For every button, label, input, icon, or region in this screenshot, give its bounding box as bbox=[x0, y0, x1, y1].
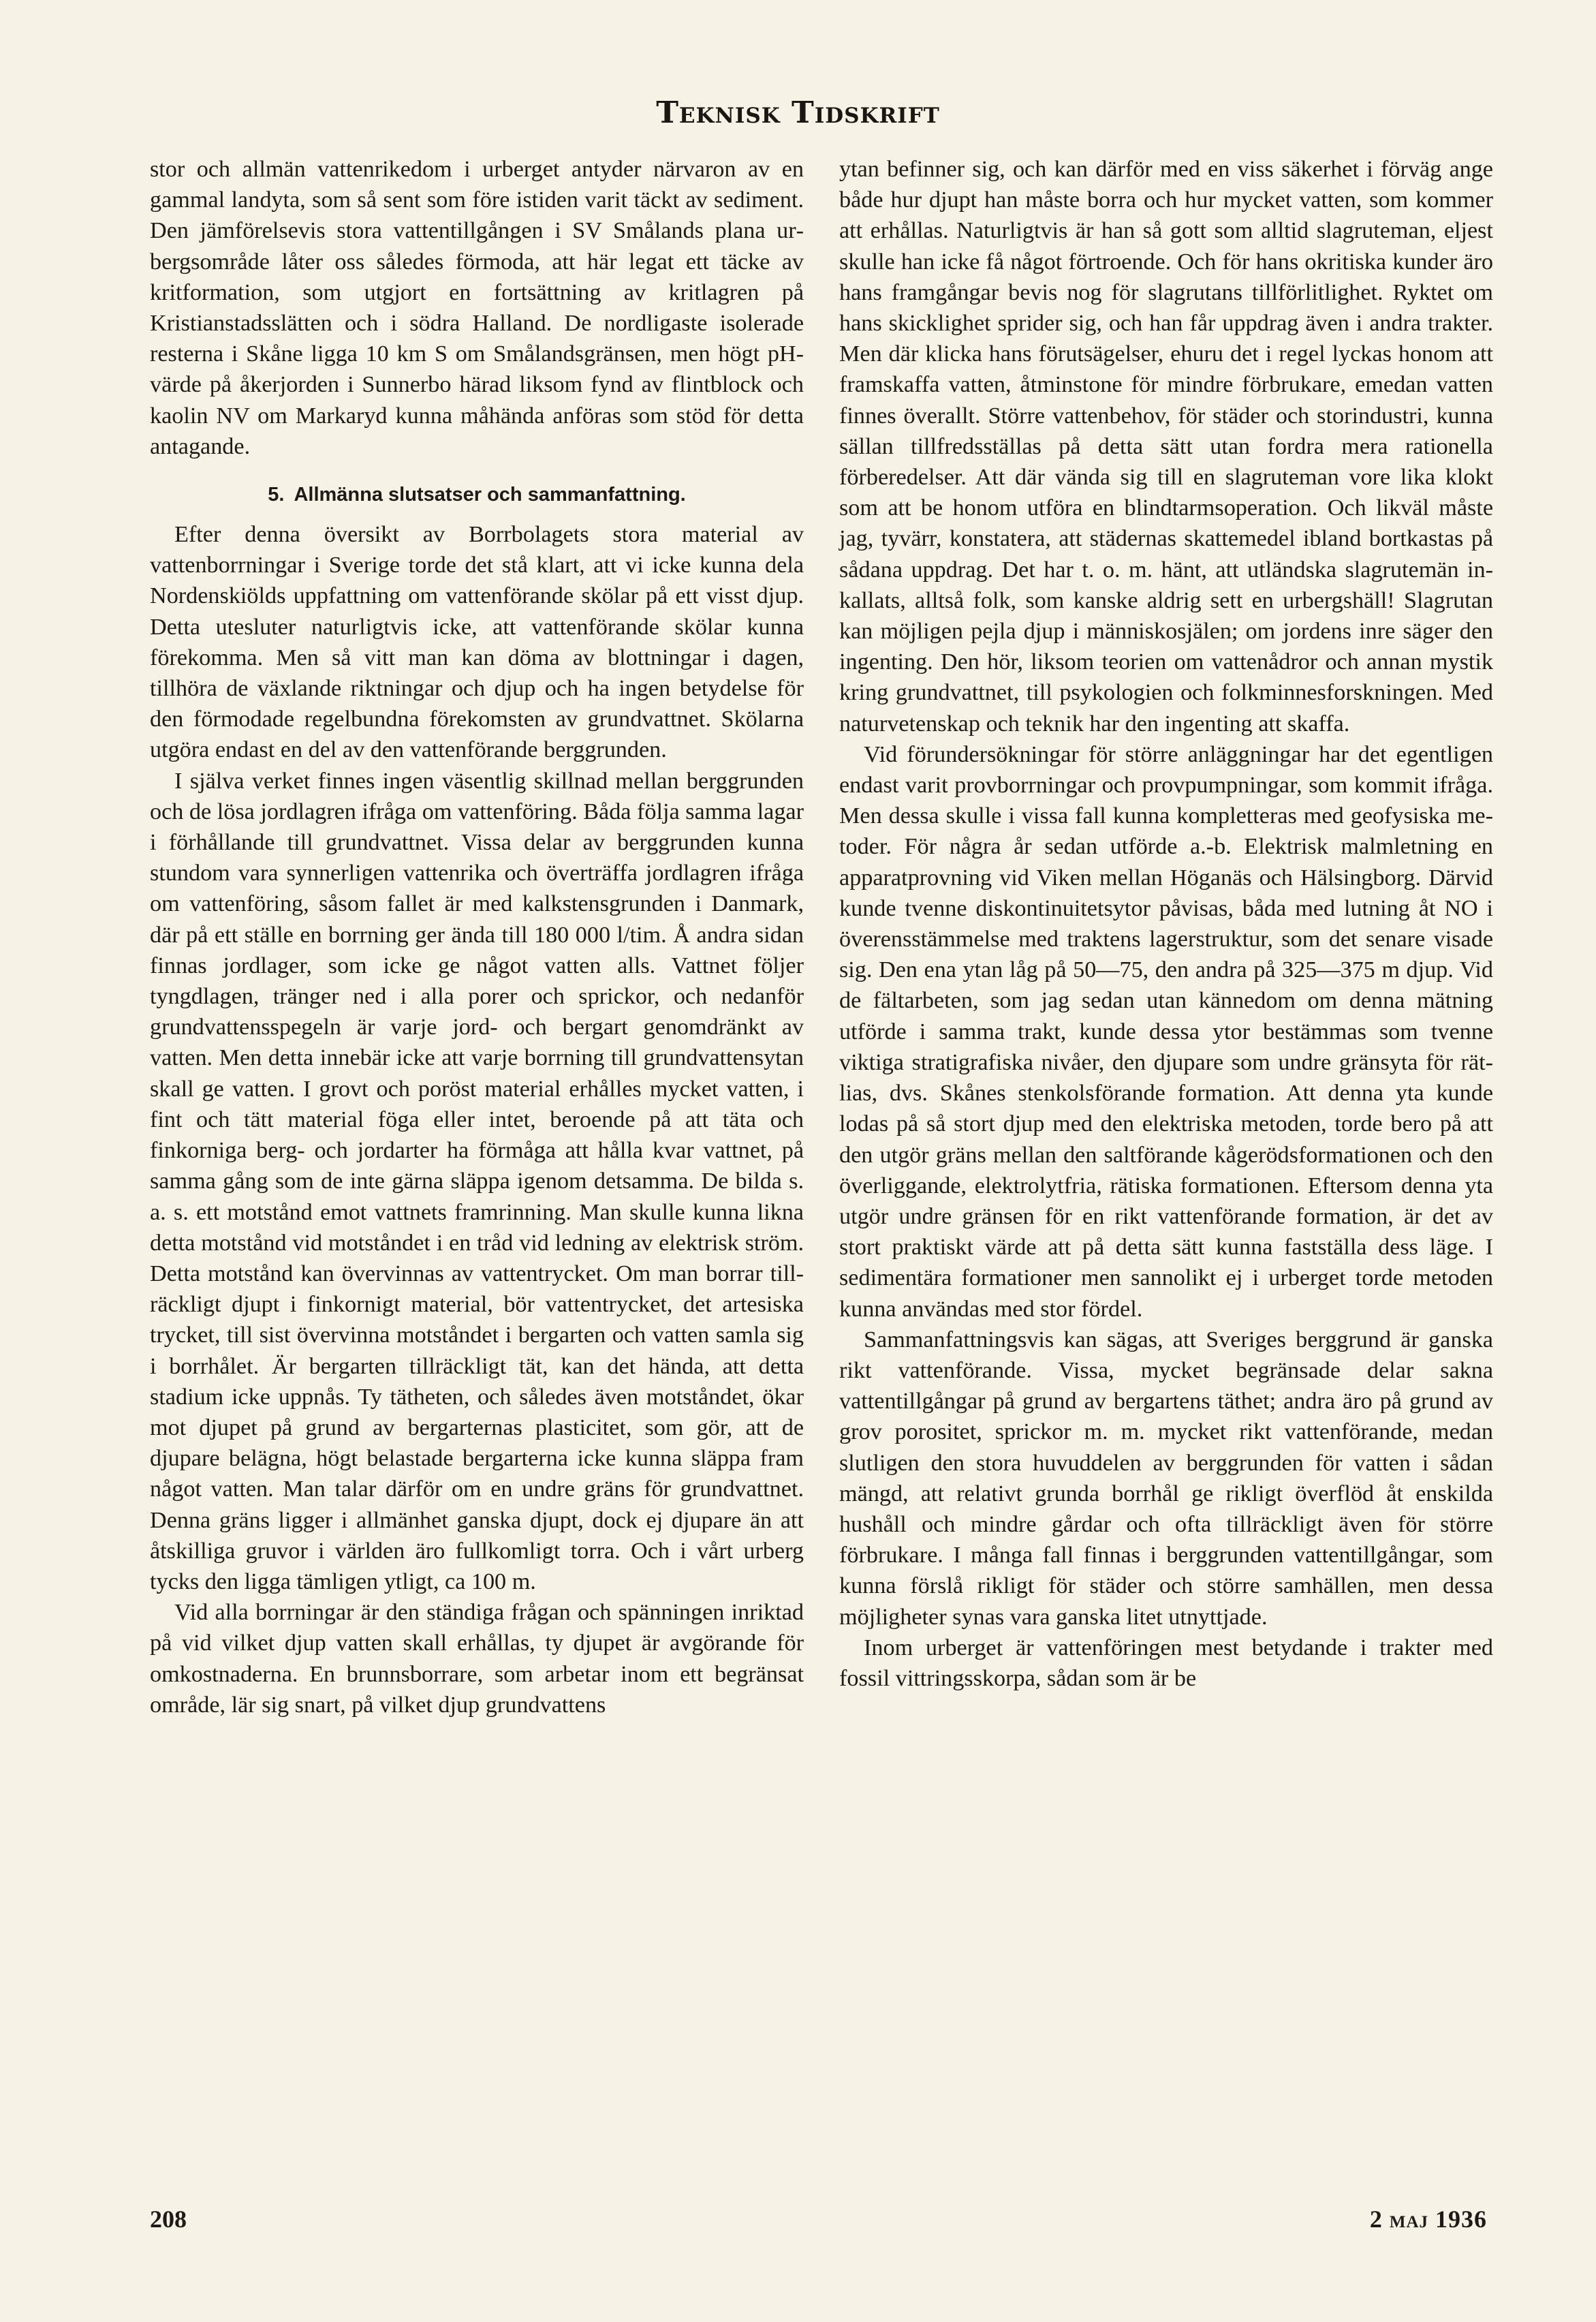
section-title: Allmänna slutsatser och sammanfattning. bbox=[294, 484, 686, 506]
right-column bbox=[839, 154, 1493, 1694]
left-column bbox=[150, 154, 804, 1720]
left-paragraph-4: Vid alla borrningar är den ständiga frågan och spänningen inriktad på vid vilket djup vatten skall erhållas, ty djupet är avgörande för omkostnaderna. En brunnsborrare, som arbetar inom ett begränsat område, lär sig snart, på vilket djup grundvattens bbox=[150, 1600, 804, 1718]
right-paragraph-3: Sammanfattningsvis kan sägas, att Sveriges berggrund är ganska rikt vattenförande. Vissa, mycket begränsade delar sakna vattentillgångar på grund av bergartens täthet; andra äro på grund av grov porositet, sprickor m. m. mycket rikt vattenförande, medan slutligen den stora huvuddelen av berggrunden för vatten i sådan mängd, att relativt grunda borrhål ge rikligt överflöd åt enskilda hushåll och mindre gårdar och ofta tillräckligt även för större förbrukare. I många fall finnas i berggrunden vattentillgångar, som kunna förslå rikligt för städer och större samhällen, men dessa möjligheter synas vara ganska litet utnyttjade. bbox=[839, 1327, 1493, 1630]
right-paragraph-1: ytan befinner sig, och kan därför med en viss säkerhet i förväg ange både hur djupt han måste borra och hur mycket vatten, som kommer att erhållas. Naturligtvis är han så gott som alltid slagruteman, eljest skulle han icke få något förtroende. Och för hans okritiska kunder äro hans framgångar bevis nog för slagrutans tillförlitlighet. Ryktet om hans skicklighet sprider sig, och han får uppdrag även i andra trakter. Men där klicka hans förutsägelser, ehuru det i regel lyckas honom att framskaffa vatten, åtminstone för mindre förbrukare, emedan vatten finnes överallt. Större vattenbehov, för städer och storindustri, kunna sällan tillfredsställas på detta sätt utan fordra mera rationella förberedelser. Att där vända sig till en slagruteman vore lika klokt som att be honom utföra en blindtarmsoperation. Och likväl måste jag, tyvärr, konstatera, att städernas skattemedel ibland bortkastas på sådana uppdrag. Det har t. o. m. hänt, att utländska slagrutemän inkallats, alltså folk, som kanske aldrig sett en urbergshäll! Slagrutan kan möjligen pejla djup i människosjälen; om jordens inre säger den ingenting. Den hör, liksom teorien om vattenådror och annan mystik kring grundvattnet, till psykologien och folkminnesforskningen. Med naturvetenskap och teknik har den ingenting att skaffa. bbox=[839, 157, 1493, 737]
issue-date bbox=[1370, 2205, 1487, 2233]
section-number: 5. bbox=[268, 484, 285, 506]
section-heading bbox=[150, 482, 804, 507]
right-paragraph-2: Vid förundersökningar för större anläggningar har det egentligen endast varit provborrningar och provpumpningar, som kommit ifråga. Men dessa skulle i vissa fall kunna kompletteras med geofysiska metoder. För några år sedan utförde a.-b. Elektrisk malmletning en apparatprovning vid Viken mellan Höganäs och Hälsingborg. Därvid kunde tvenne diskontinuitetsytor påvisas, båda med lutning åt NO i överensstämmelse med traktens lagerstruktur, som det senare visade sig. Den ena ytan låg på 50—75, den andra på 325—375 m djup. Vid de fältarbeten, som jag sedan utan kännedom om denna mätning utförde i samma trakt, kunde dessa ytor bestämmas som tvenne viktiga stratigrafiska nivåer, den djupare som undre gränsyta för rät-lias, dvs. Skånes stenkolsförande formation. Att denna yta kunde lodas på så stort djup med den elektriska metoden, torde bero på att den utgör gräns mellan den saltförande kågerödsformationen och den överliggande, elektrolytfria, rätiska formationen. Eftersom denna yta utgör undre gränsen för en rikt vattenförande formation, är det av stort praktiskt värde att på detta sätt kunna fastställa dess läge. I sedimentära formationer men sannolikt ej i urberget torde metoden kunna användas med stor fördel. bbox=[839, 741, 1493, 1322]
left-paragraph-2: Efter denna översikt av Borrbolagets stora material av vattenborrningar i Sverige torde det stå klart, att vi icke kunna dela Nordenskiölds uppfattning om vattenförande skölar på ett visst djup. Detta utesluter naturligtvis icke, att vattenförande skölar kunna förekomma. Men så vitt man kan döma av blottningar i dagen, tillhöra de växlande riktningar och djup och ha ingen betydelse för den förmodade regelbundna förekomsten av grundvattnet. Skölarna utgöra endast en del av den vattenförande berggrunden. bbox=[150, 522, 804, 763]
page-number: 208 bbox=[150, 2205, 187, 2233]
right-paragraph-4: Inom urberget är vattenföringen mest betydande i trakter med fossil vittringsskorpa, sådan som är be bbox=[839, 1635, 1493, 1691]
left-paragraph-3: I själva verket finnes ingen väsentlig skillnad mellan berggrunden och de lösa jordlagren ifråga om vattenföring. Båda följa samma lagar i förhållande till grundvattnet. Vissa delar av berggrunden kunna stundom vara synnerligen vattenrika och överträffa jordlagren ifråga om vattenföring, såsom fallet är med kalkstensgrunden i Danmark, där på ett ställe en borrning ger ända till 180 000 l/tim. Å andra sidan finnas jordlager, som icke ge något vatten alls. Vattnet följer tyngdlagen, tränger ned i alla porer och sprickor, och nedanför grundvattensspegeln är varje jord- och bergart genomdränkt av vatten. Men detta innebär icke att varje borrning till grundvattensytan skall ge vatten. I grovt och poröst material erhålles mycket vatten, i fint och tätt material föga eller intet, beroende på att täta och finkorniga berg- och jordarter ha förmåga att hålla kvar vattnet, på samma gång som de inte gärna släppa igenom detsamma. De bilda s. a. s. ett motstånd emot vattnets framrinning. Man skulle kunna likna detta motstånd vid motståndet i en tråd vid ledning av elektrisk ström. Detta motstånd kan övervinnas av vattentrycket. Om man borrar tillräckligt djupt i finkornigt material, bör vattentrycket, det artesiska trycket, till sist övervinna motståndet i bergarten och vatten samla sig i borrhålet. Är bergarten tillräckligt tät, kan det hända, att detta stadium icke uppnås. Ty tätheten, och således även motståndet, ökar mot djupet på grund av bergarternas plasticitet, som gör, att de djupare belägna, högt belastade bergarterna icke kunna släppa fram något vatten. Man talar därför om en undre gräns för grundvattnet. Denna gräns ligger i allmänhet ganska djupt, dock ej djupare än att åtskilliga gruvor i världen äro fullkomligt torra. Och i vårt urberg tycks den ligga tämligen ytligt, ca 100 m. bbox=[150, 768, 804, 1594]
journal-title: Teknisk Tidskrift bbox=[656, 95, 940, 130]
left-paragraph-1: stor och allmän vattenrikedom i urberget antyder närvaron av en gammal landyta, som så sent som före istiden varit täckt av sediment. Den jämförelsevis stora vattentillgången i SV Smålands plana urbergsområde låter oss således förmoda, att här legat ett täcke av kritformation, som utgjort en fortsättning av kritlagren på Kristianstadsslätten och i södra Halland. De nordligaste isolerade resterna i Skåne ligga 10 km S om Smålandsgränsen, men högt pH-värde på åkerjorden i Sunnerbo härad liksom fynd av flintblock och kaolin NV om Markaryd kunna måhända anföras som stöd för detta antagande. bbox=[150, 157, 804, 459]
journal-header bbox=[0, 95, 1596, 130]
issue-date-text: 2 maj 1936 bbox=[1369, 2205, 1487, 2233]
